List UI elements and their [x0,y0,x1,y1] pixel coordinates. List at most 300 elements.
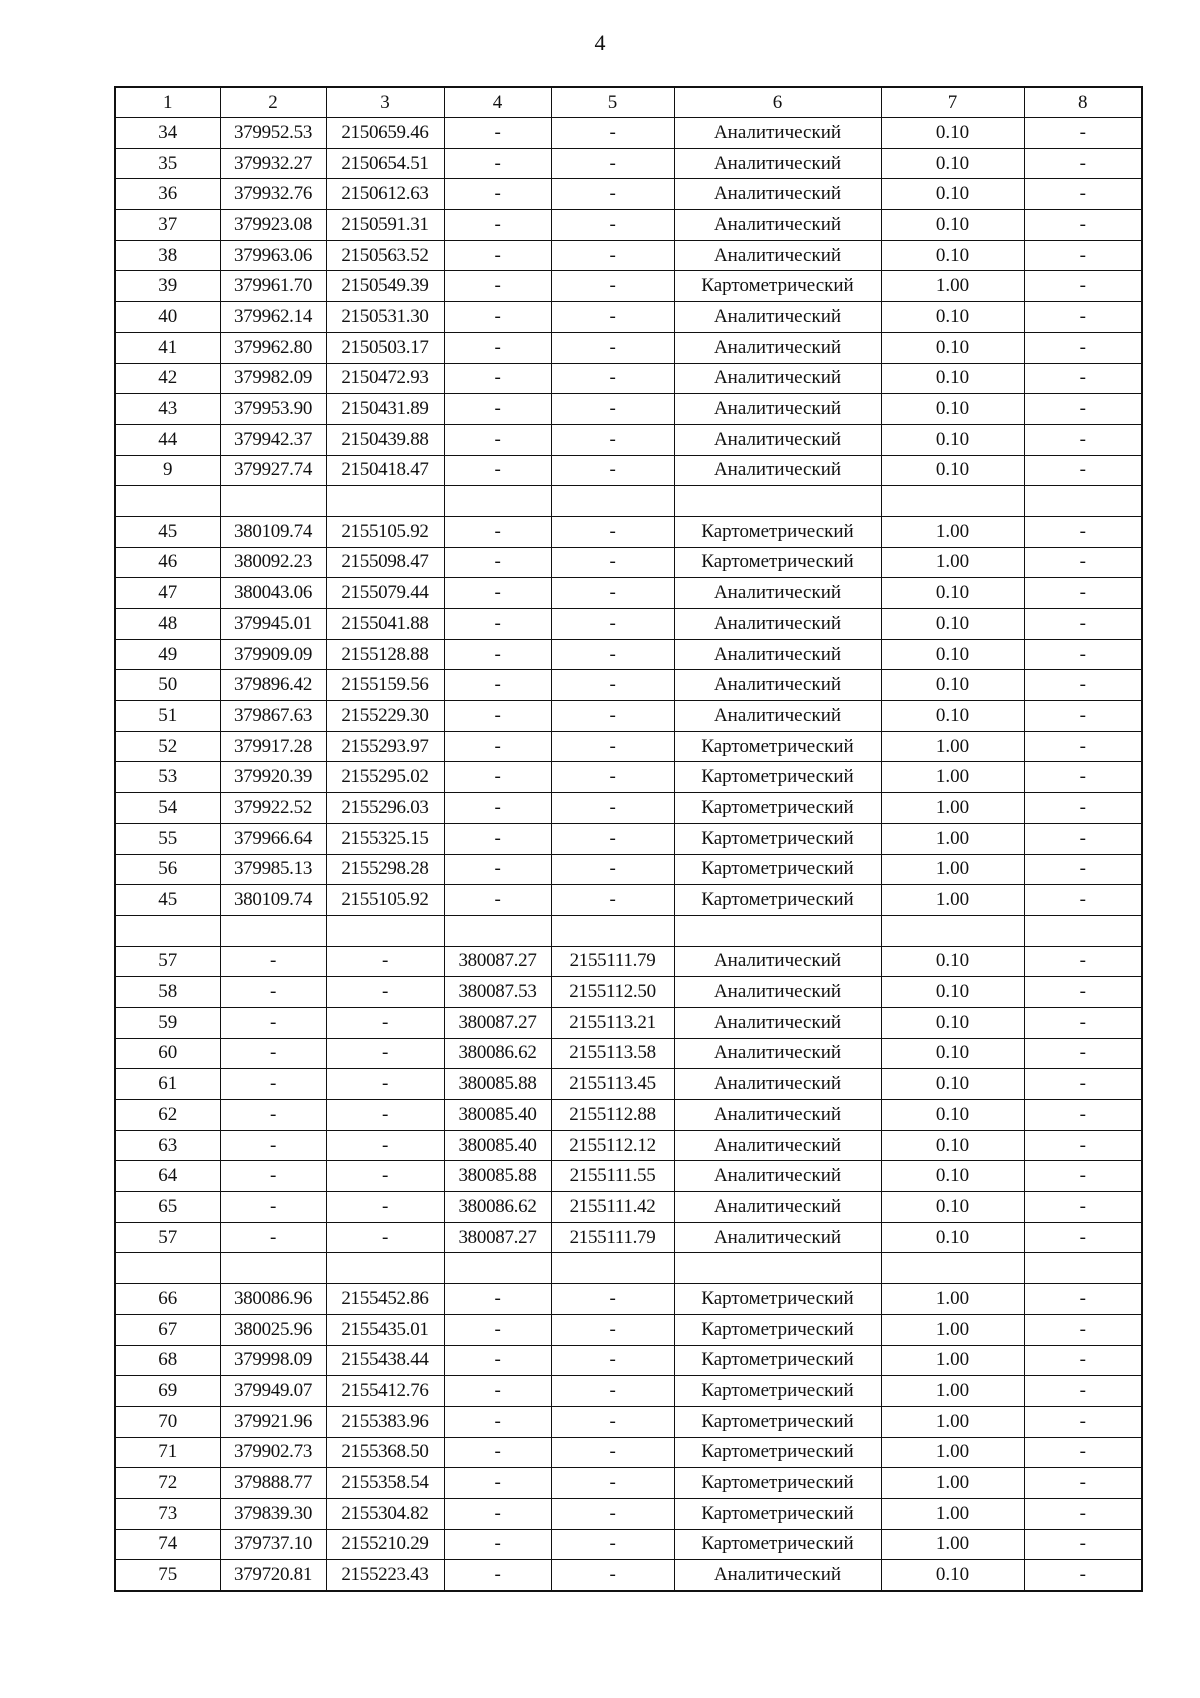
accuracy-cell: 0.10 [881,363,1024,394]
y-coordinate-alt-cell: - [551,1560,674,1591]
description-cell: - [1024,823,1142,854]
point-number-cell: 70 [115,1406,220,1437]
description-cell: - [1024,854,1142,885]
description-cell: - [1024,977,1142,1008]
description-cell: - [1024,363,1142,394]
description-cell: - [1024,547,1142,578]
y-coordinate-alt-cell: - [551,240,674,271]
x-coordinate-cell: 379945.01 [220,609,326,640]
method-cell: Аналитический [674,1192,881,1223]
method-cell: Аналитический [674,148,881,179]
column-header: 7 [881,87,1024,118]
method-cell: Аналитический [674,424,881,455]
accuracy-cell: 1.00 [881,854,1024,885]
table-row [115,210,1142,241]
table-row [115,701,1142,732]
accuracy-cell: 1.00 [881,1437,1024,1468]
y-coordinate-alt-cell: - [551,762,674,793]
description-cell: - [1024,731,1142,762]
description-cell [1024,486,1142,517]
y-coordinate-cell: 2150659.46 [326,118,444,149]
description-cell: - [1024,578,1142,609]
table-row [115,486,1142,517]
x-coordinate-alt-cell: - [444,271,551,302]
point-number-cell: 67 [115,1314,220,1345]
point-number-cell: 53 [115,762,220,793]
y-coordinate-alt-cell: - [551,701,674,732]
x-coordinate-alt-cell: 380085.88 [444,1161,551,1192]
description-cell: - [1024,1560,1142,1591]
point-number-cell: 36 [115,179,220,210]
table-body [115,118,1142,1592]
accuracy-cell: 0.10 [881,118,1024,149]
y-coordinate-cell: 2155159.56 [326,670,444,701]
accuracy-cell: 1.00 [881,547,1024,578]
x-coordinate-cell: 380025.96 [220,1314,326,1345]
point-number-cell: 47 [115,578,220,609]
description-cell: - [1024,1069,1142,1100]
table-row [115,885,1142,916]
x-coordinate-alt-cell: - [444,885,551,916]
y-coordinate-cell: 2155105.92 [326,885,444,916]
x-coordinate-cell: - [220,1130,326,1161]
table-row [115,977,1142,1008]
x-coordinate-alt-cell: - [444,1468,551,1499]
accuracy-cell: 0.10 [881,1007,1024,1038]
y-coordinate-cell: 2150654.51 [326,148,444,179]
description-cell: - [1024,1100,1142,1131]
x-coordinate-alt-cell: - [444,1498,551,1529]
x-coordinate-cell: 379966.64 [220,823,326,854]
table-row [115,1284,1142,1315]
description-cell [1024,915,1142,946]
x-coordinate-cell: 379920.39 [220,762,326,793]
point-number-cell: 75 [115,1560,220,1591]
x-coordinate-cell: 379927.74 [220,455,326,486]
method-cell: Картометрический [674,885,881,916]
accuracy-cell: 0.10 [881,1192,1024,1223]
column-header: 3 [326,87,444,118]
x-coordinate-alt-cell: - [444,455,551,486]
point-number-cell: 46 [115,547,220,578]
x-coordinate-alt-cell: 380087.53 [444,977,551,1008]
table-row [115,516,1142,547]
y-coordinate-alt-cell: 2155113.58 [551,1038,674,1069]
y-coordinate-cell: 2150439.88 [326,424,444,455]
y-coordinate-cell: - [326,1038,444,1069]
y-coordinate-cell: - [326,1161,444,1192]
point-number-cell: 54 [115,793,220,824]
method-cell: Аналитический [674,363,881,394]
y-coordinate-cell: 2155438.44 [326,1345,444,1376]
table-row [115,302,1142,333]
table-row [115,1437,1142,1468]
x-coordinate-cell: - [220,1100,326,1131]
x-coordinate-alt-cell: - [444,118,551,149]
x-coordinate-cell: 379998.09 [220,1345,326,1376]
y-coordinate-cell: - [326,1130,444,1161]
x-coordinate-alt-cell: - [444,516,551,547]
table-row [115,271,1142,302]
y-coordinate-alt-cell: - [551,639,674,670]
x-coordinate-cell: 379896.42 [220,670,326,701]
x-coordinate-alt-cell: - [444,1376,551,1407]
description-cell: - [1024,179,1142,210]
y-coordinate-alt-cell: - [551,1376,674,1407]
y-coordinate-alt-cell: - [551,793,674,824]
point-number-cell: 45 [115,885,220,916]
method-cell: Аналитический [674,394,881,425]
point-number-cell: 64 [115,1161,220,1192]
method-cell: Аналитический [674,455,881,486]
description-cell: - [1024,609,1142,640]
x-coordinate-cell: 379949.07 [220,1376,326,1407]
y-coordinate-alt-cell: - [551,271,674,302]
y-coordinate-alt-cell: - [551,148,674,179]
y-coordinate-alt-cell: - [551,547,674,578]
description-cell: - [1024,240,1142,271]
description-cell: - [1024,793,1142,824]
x-coordinate-cell: 379985.13 [220,854,326,885]
description-cell: - [1024,210,1142,241]
accuracy-cell: 0.10 [881,670,1024,701]
accuracy-cell: 1.00 [881,1314,1024,1345]
x-coordinate-cell: 379922.52 [220,793,326,824]
y-coordinate-alt-cell: - [551,424,674,455]
y-coordinate-cell: 2155079.44 [326,578,444,609]
x-coordinate-alt-cell: 380085.40 [444,1130,551,1161]
accuracy-cell: 1.00 [881,1376,1024,1407]
y-coordinate-cell: 2155435.01 [326,1314,444,1345]
y-coordinate-alt-cell: - [551,854,674,885]
x-coordinate-cell: 379962.14 [220,302,326,333]
description-cell: - [1024,701,1142,732]
table-row [115,1038,1142,1069]
y-coordinate-alt-cell [551,915,674,946]
y-coordinate-cell [326,915,444,946]
page-number: 4 [594,30,606,55]
y-coordinate-cell: 2155229.30 [326,701,444,732]
accuracy-cell: 0.10 [881,1161,1024,1192]
x-coordinate-alt-cell: - [444,854,551,885]
point-number-cell: 57 [115,946,220,977]
x-coordinate-cell: 379961.70 [220,271,326,302]
method-cell: Аналитический [674,240,881,271]
x-coordinate-cell: 379942.37 [220,424,326,455]
point-number-cell: 56 [115,854,220,885]
table-header-row [115,87,1142,118]
description-cell: - [1024,1468,1142,1499]
y-coordinate-alt-cell: - [551,394,674,425]
table-row [115,854,1142,885]
table-row [115,946,1142,977]
x-coordinate-alt-cell: 380085.88 [444,1069,551,1100]
method-cell: Аналитический [674,1038,881,1069]
table-row [115,1069,1142,1100]
y-coordinate-alt-cell: 2155113.21 [551,1007,674,1038]
accuracy-cell: 1.00 [881,762,1024,793]
table-row [115,609,1142,640]
x-coordinate-alt-cell: 380086.62 [444,1192,551,1223]
accuracy-cell: 0.10 [881,455,1024,486]
method-cell [674,915,881,946]
x-coordinate-cell: 379963.06 [220,240,326,271]
x-coordinate-alt-cell: - [444,240,551,271]
accuracy-cell: 0.10 [881,240,1024,271]
description-cell: - [1024,1222,1142,1253]
y-coordinate-cell: 2155296.03 [326,793,444,824]
method-cell: Картометрический [674,1406,881,1437]
x-coordinate-cell: 379962.80 [220,332,326,363]
accuracy-cell: 0.10 [881,332,1024,363]
point-number-cell: 55 [115,823,220,854]
point-number-cell: 66 [115,1284,220,1315]
x-coordinate-cell: 380109.74 [220,885,326,916]
y-coordinate-alt-cell: - [551,302,674,333]
y-coordinate-alt-cell: - [551,516,674,547]
y-coordinate-alt-cell: - [551,578,674,609]
method-cell: Картометрический [674,1284,881,1315]
description-cell: - [1024,455,1142,486]
y-coordinate-cell: 2150612.63 [326,179,444,210]
point-number-cell: 74 [115,1529,220,1560]
column-header: 1 [115,87,220,118]
description-cell: - [1024,516,1142,547]
table-row [115,1498,1142,1529]
description-cell: - [1024,670,1142,701]
description-cell: - [1024,1284,1142,1315]
y-coordinate-alt-cell: - [551,1529,674,1560]
y-coordinate-cell: 2150472.93 [326,363,444,394]
accuracy-cell: 0.10 [881,302,1024,333]
column-header: 5 [551,87,674,118]
method-cell: Аналитический [674,609,881,640]
description-cell: - [1024,148,1142,179]
x-coordinate-alt-cell: - [444,1529,551,1560]
point-number-cell: 40 [115,302,220,333]
accuracy-cell: 0.10 [881,701,1024,732]
accuracy-cell [881,1253,1024,1284]
point-number-cell [115,486,220,517]
accuracy-cell: 0.10 [881,1069,1024,1100]
y-coordinate-cell: - [326,946,444,977]
y-coordinate-cell: 2155128.88 [326,639,444,670]
accuracy-cell: 0.10 [881,578,1024,609]
method-cell: Аналитический [674,1222,881,1253]
accuracy-cell [881,915,1024,946]
point-number-cell: 35 [115,148,220,179]
method-cell: Аналитический [674,1560,881,1591]
accuracy-cell: 1.00 [881,516,1024,547]
x-coordinate-alt-cell: - [444,1560,551,1591]
y-coordinate-cell: 2155325.15 [326,823,444,854]
description-cell: - [1024,424,1142,455]
x-coordinate-alt-cell [444,486,551,517]
x-coordinate-alt-cell: - [444,670,551,701]
point-number-cell: 61 [115,1069,220,1100]
method-cell [674,486,881,517]
y-coordinate-alt-cell: 2155111.42 [551,1192,674,1223]
table-row [115,1222,1142,1253]
accuracy-cell [881,486,1024,517]
y-coordinate-cell [326,1253,444,1284]
point-number-cell [115,915,220,946]
accuracy-cell: 0.10 [881,179,1024,210]
y-coordinate-cell: 2155298.28 [326,854,444,885]
description-cell: - [1024,302,1142,333]
point-number-cell: 9 [115,455,220,486]
accuracy-cell: 1.00 [881,1406,1024,1437]
description-cell: - [1024,1498,1142,1529]
table-row [115,731,1142,762]
description-cell: - [1024,1007,1142,1038]
x-coordinate-alt-cell: 380085.40 [444,1100,551,1131]
x-coordinate-cell: 380043.06 [220,578,326,609]
method-cell: Картометрический [674,1314,881,1345]
y-coordinate-cell: 2155098.47 [326,547,444,578]
y-coordinate-alt-cell: - [551,1345,674,1376]
x-coordinate-alt-cell: - [444,1314,551,1345]
point-number-cell: 49 [115,639,220,670]
y-coordinate-alt-cell: 2155111.79 [551,1222,674,1253]
accuracy-cell: 1.00 [881,1468,1024,1499]
x-coordinate-alt-cell: - [444,424,551,455]
accuracy-cell: 1.00 [881,1345,1024,1376]
y-coordinate-cell: - [326,1222,444,1253]
method-cell: Аналитический [674,977,881,1008]
method-cell: Картометрический [674,854,881,885]
x-coordinate-cell: 379932.27 [220,148,326,179]
description-cell: - [1024,1161,1142,1192]
method-cell: Картометрический [674,762,881,793]
x-coordinate-alt-cell: - [444,547,551,578]
accuracy-cell: 0.10 [881,977,1024,1008]
method-cell: Аналитический [674,179,881,210]
point-number-cell: 51 [115,701,220,732]
point-number-cell: 69 [115,1376,220,1407]
y-coordinate-cell: 2150549.39 [326,271,444,302]
description-cell: - [1024,946,1142,977]
column-header: 6 [674,87,881,118]
method-cell: Аналитический [674,701,881,732]
method-cell: Аналитический [674,1161,881,1192]
y-coordinate-cell: 2150503.17 [326,332,444,363]
x-coordinate-cell: - [220,977,326,1008]
point-number-cell: 44 [115,424,220,455]
method-cell: Аналитический [674,1069,881,1100]
table-row [115,1192,1142,1223]
point-number-cell: 39 [115,271,220,302]
point-number-cell: 68 [115,1345,220,1376]
x-coordinate-cell: - [220,946,326,977]
method-cell: Аналитический [674,302,881,333]
accuracy-cell: 0.10 [881,210,1024,241]
x-coordinate-cell: - [220,1192,326,1223]
x-coordinate-alt-cell: - [444,823,551,854]
x-coordinate-cell: 379921.96 [220,1406,326,1437]
y-coordinate-cell: - [326,1069,444,1100]
y-coordinate-cell: 2155210.29 [326,1529,444,1560]
y-coordinate-alt-cell: 2155111.55 [551,1161,674,1192]
y-coordinate-cell: 2150591.31 [326,210,444,241]
description-cell: - [1024,1376,1142,1407]
x-coordinate-cell [220,915,326,946]
y-coordinate-alt-cell: - [551,1437,674,1468]
accuracy-cell: 1.00 [881,885,1024,916]
description-cell: - [1024,394,1142,425]
description-cell: - [1024,1130,1142,1161]
column-header: 8 [1024,87,1142,118]
accuracy-cell: 1.00 [881,793,1024,824]
method-cell: Аналитический [674,670,881,701]
y-coordinate-cell: 2155368.50 [326,1437,444,1468]
x-coordinate-alt-cell: - [444,609,551,640]
point-number-cell: 58 [115,977,220,1008]
table-row [115,823,1142,854]
x-coordinate-alt-cell: 380087.27 [444,1007,551,1038]
y-coordinate-cell: 2155383.96 [326,1406,444,1437]
point-number-cell: 42 [115,363,220,394]
accuracy-cell: 0.10 [881,1038,1024,1069]
y-coordinate-alt-cell: - [551,670,674,701]
x-coordinate-alt-cell: - [444,731,551,762]
description-cell: - [1024,1529,1142,1560]
x-coordinate-cell: 379932.76 [220,179,326,210]
method-cell [674,1253,881,1284]
method-cell: Аналитический [674,578,881,609]
accuracy-cell: 1.00 [881,1529,1024,1560]
method-cell: Картометрический [674,516,881,547]
x-coordinate-alt-cell: - [444,762,551,793]
table-row [115,179,1142,210]
description-cell: - [1024,271,1142,302]
x-coordinate-alt-cell: - [444,639,551,670]
table-row [115,1100,1142,1131]
x-coordinate-cell: 379952.53 [220,118,326,149]
point-number-cell: 63 [115,1130,220,1161]
accuracy-cell: 0.10 [881,946,1024,977]
y-coordinate-cell: 2155105.92 [326,516,444,547]
point-number-cell: 72 [115,1468,220,1499]
y-coordinate-cell: 2155358.54 [326,1468,444,1499]
accuracy-cell: 1.00 [881,1498,1024,1529]
table-row [115,1161,1142,1192]
x-coordinate-alt-cell: - [444,148,551,179]
x-coordinate-cell: 379839.30 [220,1498,326,1529]
x-coordinate-cell: - [220,1007,326,1038]
method-cell: Аналитический [674,639,881,670]
y-coordinate-alt-cell: - [551,118,674,149]
y-coordinate-alt-cell: - [551,332,674,363]
table-row [115,1406,1142,1437]
description-cell: - [1024,1192,1142,1223]
table-row [115,547,1142,578]
description-cell: - [1024,762,1142,793]
y-coordinate-alt-cell: - [551,1498,674,1529]
point-number-cell: 73 [115,1498,220,1529]
table-row [115,424,1142,455]
y-coordinate-alt-cell: 2155113.45 [551,1069,674,1100]
point-number-cell: 37 [115,210,220,241]
point-number-cell [115,1253,220,1284]
x-coordinate-cell: - [220,1069,326,1100]
method-cell: Аналитический [674,1100,881,1131]
accuracy-cell: 0.10 [881,1100,1024,1131]
description-cell: - [1024,118,1142,149]
x-coordinate-cell: - [220,1222,326,1253]
y-coordinate-cell: 2150418.47 [326,455,444,486]
table-row [115,118,1142,149]
